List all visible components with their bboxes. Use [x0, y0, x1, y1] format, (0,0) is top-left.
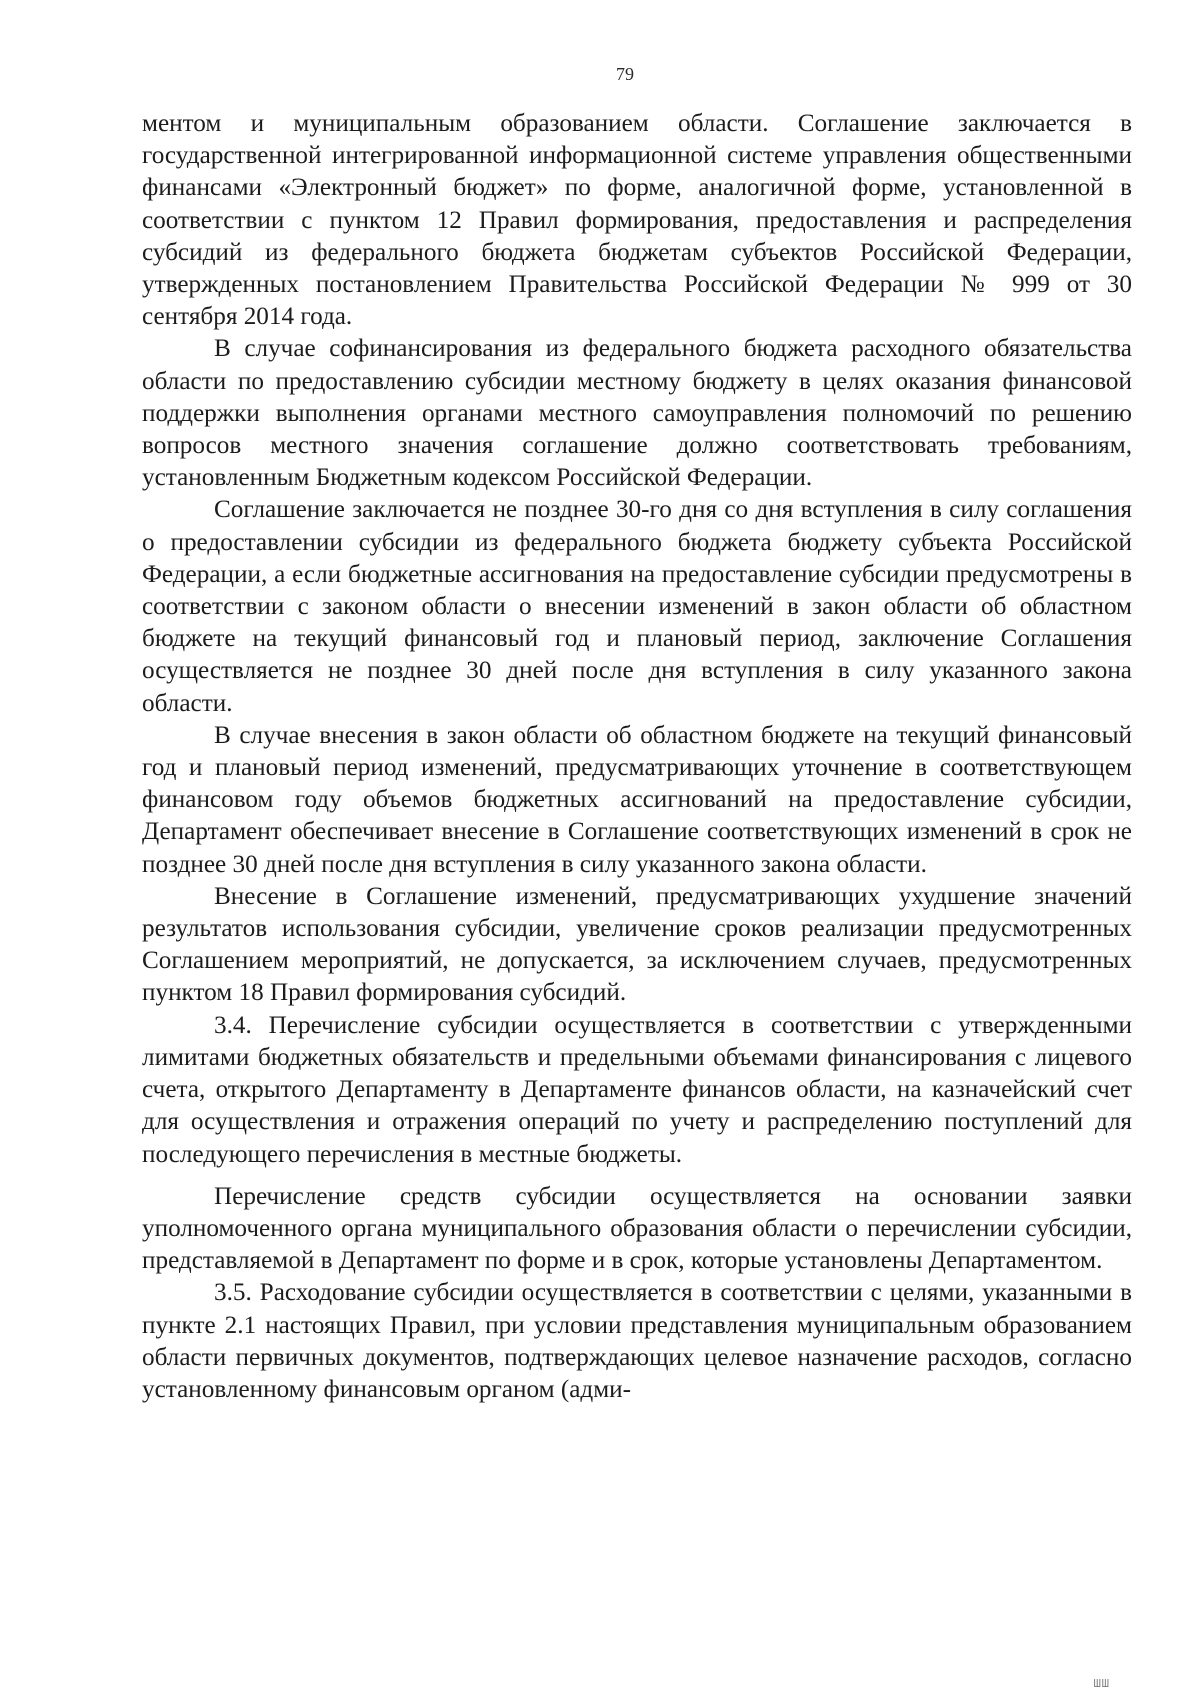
paragraph-7: Перечисление средств субсидии осуществляется на основании заявки уполномоченного органа муниципального образования области о перечислении субсидии, представляемой в Департамент по форме и в срок, которые установлены Департаментом.	[142, 1182, 1132, 1275]
document-body	[142, 108, 1132, 1406]
paragraph-6-section-3-4: 3.4. Перечисление субсидии осуществляется в соответствии с утвержденными лимитами бюджетных обязательств и предельными объемами финансирования с лицевого счета, открытого Департаменту в Департаменте финансов области, на казначейский счет для осуществления и отражения операций по учету и распределению поступлений для последующего перечисления в местные бюджеты.	[142, 1011, 1132, 1168]
page-number: 79	[616, 64, 634, 84]
paragraph-4: В случае внесения в закон области об областном бюджете на текущий финансовый год и плановый период изменений, предусматривающих уточнение в соответствующем финансовом году объемов бюджетных ассигнований на предоставление субсидии, Департамент обеспечивает внесение в Соглашение соответствующих изменений в срок не позднее 30 дней после дня вступления в силу указанного закона области.	[142, 721, 1132, 878]
paragraph-1: ментом и муниципальным образованием области. Соглашение заключается в государственной интегрированной информационной системе управления общественными финансами «Электронный бюджет» по форме, аналогичной форме, установленной в соответствии с пунктом 12 Правил формирования, предоставления и распределения субсидий из федерального бюджета бюджетам субъектов Российской Федерации, утвержденных постановлением Правительства Российской Федерации № 999 от 30 сентября 2014 года.	[142, 110, 1132, 331]
paragraph-2: В случае софинансирования из федерального бюджета расходного обязательства области по предоставлению субсидии местному бюджету в целях оказания финансовой поддержки выполнения органами местного самоуправления полномочий по решению вопросов местного значения соглашение должно соответствовать требованиям, установленным Бюджетным кодексом Российской Федерации.	[142, 335, 1132, 492]
paragraph-5: Внесение в Соглашение изменений, предусматривающих ухудшение значений результатов использования субсидии, увеличение сроков реализации предусмотренных Соглашением мероприятий, не допускается, за исключением случаев, предусмотренных пунктом 18 Правил формирования субсидий.	[142, 882, 1132, 1007]
paragraph-8-section-3-5: 3.5. Расходование субсидии осуществляется в соответствии с целями, указанными в пункте 2.1 настоящих Правил, при условии представления муниципальным образованием области первичных документов, подтверждающих целевое назначение расходов, согласно установленному финансовым органом (адми-	[142, 1279, 1132, 1403]
footer-scan-mark: ШШ	[1093, 1677, 1110, 1691]
paragraph-3: Соглашение заключается не позднее 30-го дня со дня вступления в силу соглашения о предоставлении субсидии из федерального бюджета бюджету субъекта Российской Федерации, а если бюджетные ассигнования на предоставление субсидии предусмотрены в соответствии с законом области о внесении изменений в закон области об областном бюджете на текущий финансовый год и плановый период, заключение Соглашения осуществляется не позднее 30 дней после дня вступления в силу указанного закона области.	[142, 496, 1132, 717]
